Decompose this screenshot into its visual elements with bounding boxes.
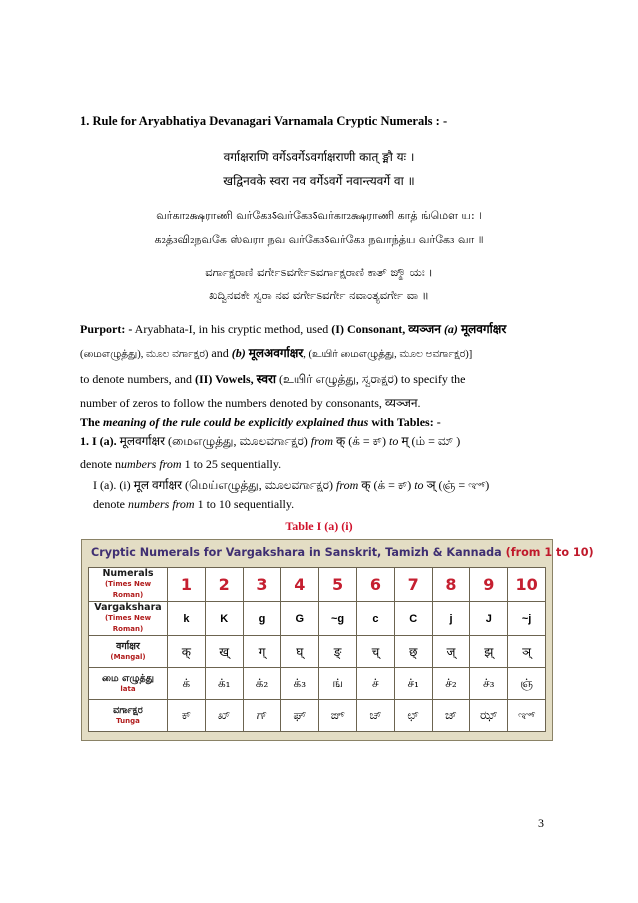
row-header-sub: lata: [120, 684, 136, 693]
purport-text-1: Aryabhata-I, in his cryptic method, used: [132, 322, 332, 336]
rule-1-label: 1. I (a).: [80, 434, 117, 448]
rule-2-line-2: [93, 495, 563, 513]
table-cell: ज्: [432, 636, 470, 668]
table-title: [91, 546, 594, 559]
purport-b: (b): [231, 346, 246, 360]
rule-1-l2-italic: umbers from: [121, 457, 182, 471]
table-cell: j: [432, 602, 470, 636]
table-cell: 8: [432, 568, 470, 602]
table-title-range: (from 1 to 10): [505, 546, 594, 559]
table-cell: झ्: [470, 636, 508, 668]
table-cell: 3: [243, 568, 281, 602]
rule-2-label: I (a). (i): [93, 478, 134, 492]
table-caption: Table I (a) (i): [285, 519, 353, 533]
table-cell: ख्: [205, 636, 243, 668]
section-heading: 1. Rule for Aryabhatiya Devanagari Varnamala Cryptic Numerals : -: [80, 114, 448, 128]
table-row: [89, 602, 546, 636]
rule-2-k: क् (க் = ಕ್): [358, 478, 415, 492]
page-number: 3: [538, 816, 544, 830]
table-cell: ಜ್: [432, 700, 470, 732]
table-cell: J: [470, 602, 508, 636]
row-header-label: Numerals: [102, 568, 154, 579]
table-cell: க்₁: [205, 668, 243, 700]
verse-devanagari-line-2: खद्विनवके स्वरा नव वर्गेऽवर्गे नवान्त्यवर्गे वा ॥: [223, 174, 415, 188]
rule-2-to: to: [414, 478, 424, 492]
purport-line2a: (மைஎழுத்து), ಮೂಲ ವರ್ಗಾಕ್ಷರ): [80, 349, 209, 360]
rule-2-text: मूल वर्गाक्षर (மெய்எழுத்து, ಮೂಲವರ್ಗಾಕ್ಷರ): [133, 478, 337, 492]
table-row: [89, 700, 546, 732]
table-cell: 2: [205, 568, 243, 602]
table-cell: ச்₁: [394, 668, 432, 700]
rule-1-l2-plain: denote n: [80, 457, 121, 471]
table-cell: 1: [168, 568, 206, 602]
table-title-main: Cryptic Numerals for Vargakshara in Sanskrit, Tamizh & Kannada: [91, 546, 506, 559]
purport-label: Purport: -: [80, 322, 133, 336]
purport-paragraph: [80, 317, 560, 415]
row-header: [89, 636, 168, 668]
table-cell: छ्: [394, 636, 432, 668]
table-cell: க்: [168, 668, 206, 700]
table-cell: ங்: [319, 668, 357, 700]
row-header: [89, 568, 168, 602]
table-cell: G: [281, 602, 319, 636]
table-cell: ಝ್: [470, 700, 508, 732]
table-cell: ಗ್: [243, 700, 281, 732]
verse-kannada-line-1: ವರ್ಗಾಕ್ಷರಾಣಿ ವರ್ಗೇಽವರ್ಗೇಽವರ್ಗಾಕ್ಷರಾಣಿ ಕಾತ್ ಙ್ಮೌ ಯಃ ।: [205, 265, 433, 279]
table-cell: c: [356, 602, 394, 636]
rule-1-l2-rest: 1 to 25 sequentially.: [181, 457, 282, 471]
table-cell: ಞ್: [508, 700, 546, 732]
row-header-label: Vargakshara: [94, 602, 162, 613]
table-cell: ~g: [319, 602, 357, 636]
purport-mulaavarga: मूलअवर्गाक्षर: [245, 346, 304, 360]
row-header: [89, 668, 168, 700]
verse-tamil-line-2: க₂த்₃வி₂நவகே ஸ்வரா நவ வர்கே₃ऽவர்கே₃ நவாந்த்ய வர்கே₃ வா ॥: [154, 233, 484, 246]
table-cell: ಕ್: [168, 700, 206, 732]
row-header: [89, 700, 168, 732]
table-cell: ಖ್: [205, 700, 243, 732]
meaning-rest: with Tables: -: [368, 415, 441, 429]
table-cell: ಚ್: [356, 700, 394, 732]
rule-1-line: [80, 432, 560, 450]
table-cell: ञ्: [508, 636, 546, 668]
table-cell: C: [394, 602, 432, 636]
purport-and: and: [208, 346, 232, 360]
table-cell: 5: [319, 568, 357, 602]
numerals-table: [88, 567, 546, 732]
table-cell: 10: [508, 568, 546, 602]
meaning-italic: meaning of the rule could be explicitly explained thus: [103, 415, 369, 429]
table-cell: ச்₃: [470, 668, 508, 700]
table-cell: க்₂: [243, 668, 281, 700]
numerals-table-panel: [81, 539, 594, 741]
purport-line3b: (உயிர் எழுத்து, ಸ್ವರಾಕ್ಷರ) to specify the: [276, 372, 466, 386]
purport-line4: number of zeros to follow the numbers denoted by consonants, व्यञ्जन.: [80, 396, 421, 410]
table-cell: க்₃: [281, 668, 319, 700]
rule-2-l2-plain: denote: [93, 497, 128, 511]
verse-kannada-line-2: ಖದ್ವಿನವಕೇ ಸ್ವರಾ ನವ ವರ್ಗೇಽವರ್ಗೇ ನವಾಂತ್ಯವರ್ಗೇ ವಾ ॥: [209, 288, 429, 302]
table-row: [89, 568, 546, 602]
meaning-line: [80, 413, 560, 431]
table-cell: घ्: [281, 636, 319, 668]
rule-2-l2-rest: 1 to 10 sequentially.: [194, 497, 295, 511]
rule-1-line-2: [80, 455, 560, 473]
table-cell: ಙ್: [319, 700, 357, 732]
rule-1-k: क् (க் = ಕ್): [333, 434, 389, 448]
meaning-the: The: [80, 415, 104, 429]
table-cell: च्: [356, 636, 394, 668]
row-header-sub: (Times New Roman): [104, 614, 152, 633]
table-cell: ஞ்: [508, 668, 546, 700]
table-cell: 4: [281, 568, 319, 602]
rule-1-to: to: [388, 434, 399, 448]
table-cell: g: [243, 602, 281, 636]
purport-line3a: to denote numbers, and: [80, 372, 195, 386]
purport-consonant: (I) Consonant, व्यञ्जन: [331, 322, 441, 336]
table-cell: k: [168, 602, 206, 636]
verse-devanagari-line-1: वर्गाक्षराणि वर्गेऽवर्गेऽवर्गाक्षराणी कात् ङ्मौ यः ।: [223, 150, 415, 164]
purport-vowels: (II) Vowels, स्वरा: [194, 372, 277, 386]
rule-2-l2-italic: numbers from: [128, 497, 195, 511]
purport-mula: मूलवर्गाक्षर: [457, 322, 507, 336]
table-cell: K: [205, 602, 243, 636]
table-cell: ङ्: [319, 636, 357, 668]
rule-2-from: from: [336, 478, 359, 492]
table-cell: ಛ್: [394, 700, 432, 732]
row-header-label: மை எழுத்து: [102, 672, 154, 684]
row-header-sub: (Times New Roman): [104, 580, 152, 599]
table-cell: 6: [356, 568, 394, 602]
rule-1-from: from: [310, 434, 334, 448]
row-header-sub: (Mangal): [110, 652, 146, 661]
purport-line2b: , (உயிர் மைஎழுத்து, ಮೂಲ ಅವರ್ಗಾಕ್ಷರ)]: [303, 349, 473, 360]
table-cell: ಘ್: [281, 700, 319, 732]
table-cell: क्: [168, 636, 206, 668]
rule-1-text: मूलवर्गाक्षर (மைஎழுத்து, ಮೂಲವರ್ಗಾಕ್ಷರ): [116, 434, 311, 448]
table-row: [89, 636, 546, 668]
table-cell: ச்₂: [432, 668, 470, 700]
table-cell: ச்: [356, 668, 394, 700]
rule-2-nya: ञ् (ஞ் = ಞ್): [423, 478, 490, 492]
rule-1-m: म् (ம் = ಮ್ ): [398, 434, 461, 448]
rule-2-line: [93, 476, 563, 494]
table-cell: ग्: [243, 636, 281, 668]
row-header-label: ವರ್ಗಾಕ್ಷರ: [113, 704, 143, 716]
row-header-sub: Tunga: [116, 716, 140, 725]
verse-tamil-line-1: வர்கா₂க்ஷராணி வர்கே₃ऽவர்கே₃ऽவர்கா₂க்ஷராணி காத் ங்மௌ ய: ।: [156, 209, 482, 222]
purport-a: (a): [443, 322, 458, 336]
table-cell: 9: [470, 568, 508, 602]
table-cell: ~j: [508, 602, 546, 636]
row-header: [89, 602, 168, 636]
table-row: [89, 668, 546, 700]
row-header-label: वर्गाक्षर: [116, 640, 140, 652]
table-cell: 7: [394, 568, 432, 602]
